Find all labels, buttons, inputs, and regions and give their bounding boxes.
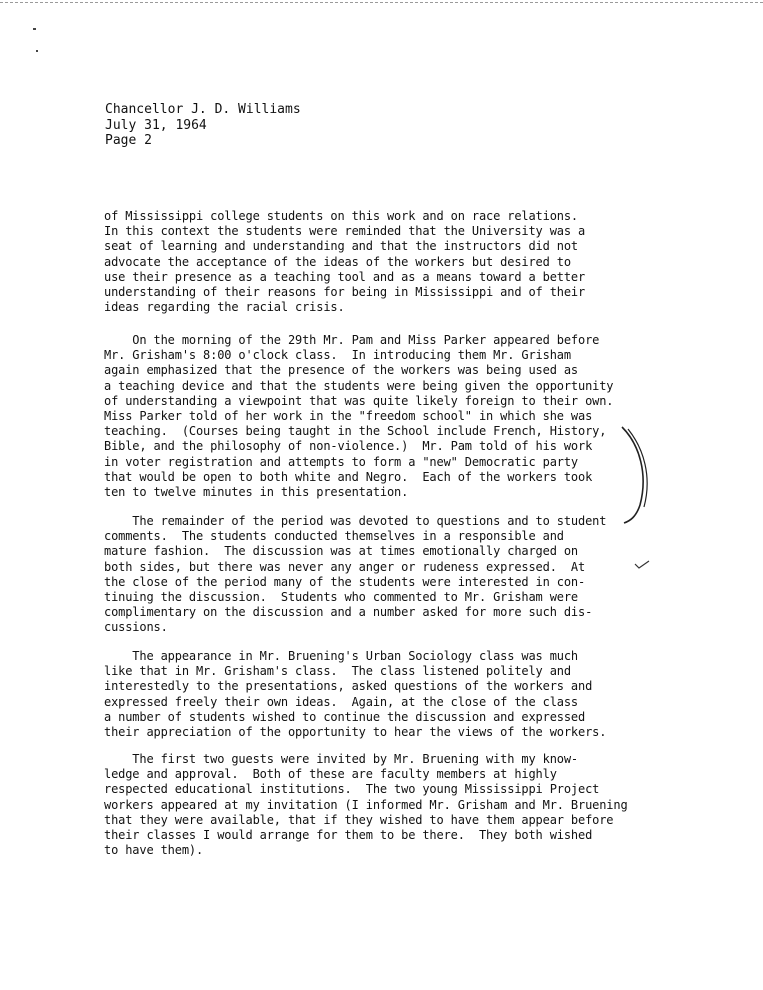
text-line: their classes I would arrange for them to be there. They both wished [104, 828, 593, 843]
paragraph-1 [104, 209, 649, 315]
text-line: both sides, but there was never any anger or rudeness expressed. At [104, 559, 586, 574]
text-line: ten to twelve minutes in this presentation. [104, 485, 409, 500]
letter-header [105, 102, 301, 149]
page-number-line: Page 2 [105, 133, 152, 148]
scan-speck [33, 28, 36, 30]
text-line: seat of learning and understanding and that the instructors did not [104, 239, 578, 254]
text-line: like that in Mr. Grisham's class. The class listened politely and [104, 664, 571, 679]
handwritten-check-mark [634, 559, 650, 571]
paragraph-5 [104, 752, 628, 858]
text-line: Mr. Grisham's 8:00 o'clock class. In introducing them Mr. Grisham [104, 348, 571, 363]
text-line: mature fashion. The discussion was at times emotionally charged on [104, 544, 578, 559]
text-line: ideas regarding the racial crisis. [104, 300, 345, 315]
text-line: Bible, and the philosophy of non-violence.) Mr. Pam told of his work [104, 439, 593, 454]
text-line: interestedly to the presentations, asked questions of the workers and [104, 679, 593, 694]
text-line: complimentary on the discussion and a number asked for more such dis- [104, 605, 593, 620]
text-line: that would be open to both white and Negro. Each of the workers took [104, 469, 593, 484]
text-line: again emphasized that the presence of the workers was being used as [104, 363, 578, 378]
paragraph-4 [104, 649, 606, 740]
date-line: July 31, 1964 [105, 117, 207, 133]
scan-speck [36, 50, 38, 52]
text-line: respected educational institutions. The two young Mississippi Project [104, 782, 600, 797]
text-line: The remainder of the period was devoted to questions and to student [104, 514, 607, 528]
page-edge-line [0, 2, 763, 3]
text-line: The appearance in Mr. Bruening's Urban Sociology class was much [104, 649, 578, 663]
text-line: comments. The students conducted themselves in a responsible and [104, 529, 564, 544]
paragraph-2 [104, 333, 613, 500]
text-line: the close of the period many of the students were interested in con- [104, 574, 586, 589]
text-line: teaching. (Courses being taught in the School include French, History, [104, 424, 607, 439]
text-line: of Mississippi college students on this work and on race relations. [104, 209, 578, 223]
text-line: On the morning of the 29th Mr. Pam and Miss Parker appeared before [104, 333, 600, 347]
text-line: tinuing the discussion. Students who commented to Mr. Grisham were [104, 590, 578, 605]
text-line: workers appeared at my invitation (I informed Mr. Grisham and Mr. Bruening [104, 797, 628, 812]
handwritten-bracket-mark [618, 425, 658, 525]
text-line: expressed freely their own ideas. Again, at the close of the class [104, 694, 578, 709]
text-line: to have them). [104, 843, 204, 858]
text-line: advocate the acceptance of the ideas of the workers but desired to [104, 254, 571, 269]
text-line: in voter registration and attempts to form a "new" Democratic party [104, 454, 578, 469]
text-line: understanding of their reasons for being in Mississippi and of their [104, 285, 586, 300]
paragraph-3 [104, 514, 606, 636]
text-line: The first two guests were invited by Mr. Bruening with my know- [104, 752, 578, 766]
text-line: In this context the students were reminded that the University was a [104, 224, 586, 239]
text-line: a teaching device and that the students were being given the opportunity [104, 378, 614, 393]
text-line: a number of students wished to continue the discussion and expressed [104, 709, 586, 724]
letter-body [104, 209, 649, 858]
text-line: that they were available, that if they wished to have them appear before [104, 812, 614, 827]
recipient-line: Chancellor J. D. Williams [105, 102, 301, 117]
text-line: of understanding a viewpoint that was quite likely foreign to their own. [104, 393, 614, 408]
text-line: use their presence as a teaching tool and as a means toward a better [104, 269, 586, 284]
text-line: Miss Parker told of her work in the "freedom school" in which she was [104, 409, 593, 424]
text-line: cussions. [104, 620, 168, 635]
text-line: ledge and approval. Both of these are faculty members at highly [104, 767, 557, 782]
text-line: their appreciation of the opportunity to hear the views of the workers. [104, 725, 607, 740]
